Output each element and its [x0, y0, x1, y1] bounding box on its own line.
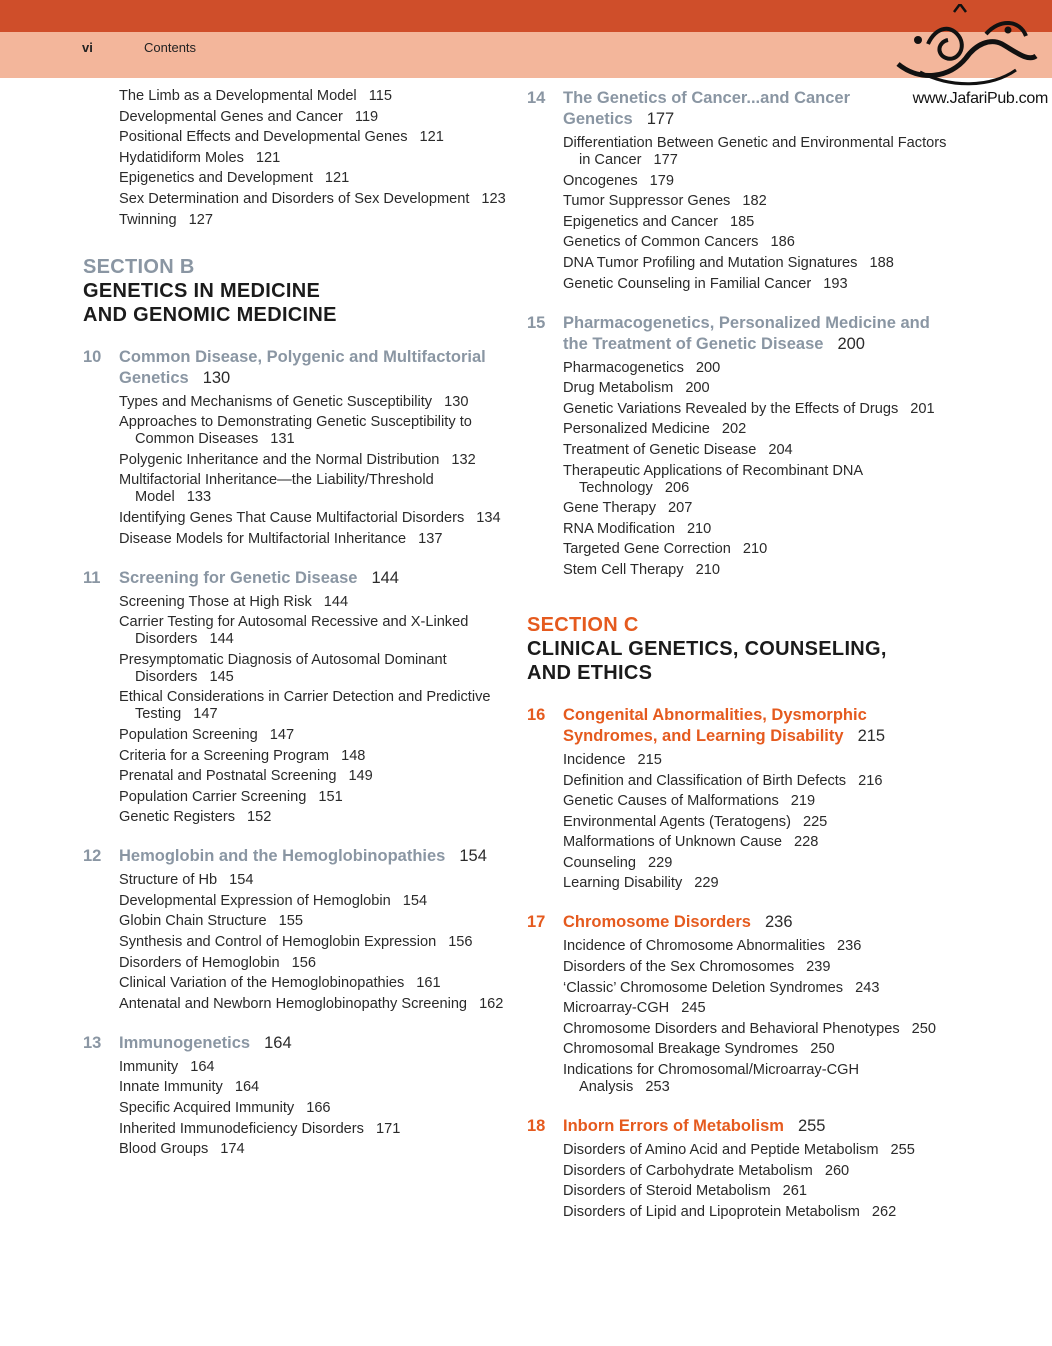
chapter-number: 10 — [83, 347, 102, 366]
toc-entry-page: 144 — [209, 631, 234, 648]
toc-entry[interactable] — [543, 1204, 947, 1221]
right-column — [527, 88, 947, 1224]
chapter-page: 236 — [764, 913, 793, 932]
toc-entry-title: Screening Those at High Risk — [119, 593, 312, 610]
chapter-10 — [83, 347, 513, 548]
toc-entry-page: 188 — [869, 254, 894, 271]
toc-entry-page: 131 — [270, 431, 295, 448]
chapter-title: Pharmacogenetics, Personalized Medicine and the Treatment of Genetic Disease — [563, 313, 930, 353]
chapter-18 — [527, 1116, 947, 1221]
toc-entry-title: Genetic Counseling in Familial Cancer — [563, 275, 812, 292]
toc-entry[interactable] — [543, 814, 947, 831]
toc-entry[interactable] — [543, 773, 947, 790]
toc-entry-page: 145 — [209, 668, 234, 685]
toc-entry-title: Targeted Gene Correction — [563, 541, 731, 558]
toc-entry-title: Malformations of Unknown Cause — [563, 834, 783, 851]
toc-entry-page: 215 — [637, 751, 662, 768]
toc-entry-title: Stem Cell Therapy — [563, 561, 684, 578]
chapter-heading[interactable] — [527, 313, 947, 355]
toc-entry[interactable] — [543, 1021, 947, 1038]
toc-entry-page: 201 — [910, 400, 935, 417]
chapter-title: Hemoglobin and the Hemoglobinopathies — [119, 847, 446, 866]
chapter-heading[interactable] — [527, 1116, 947, 1137]
toc-entry-page: 137 — [418, 530, 443, 547]
toc-entry-title: The Limb as a Developmental Model — [119, 88, 357, 104]
toc-entry-page: 186 — [770, 234, 795, 251]
toc-entry[interactable] — [99, 394, 513, 411]
toc-entry-page: 148 — [341, 747, 366, 764]
toc-entry-page: 243 — [855, 979, 880, 996]
chapter-number: 15 — [527, 313, 546, 332]
toc-entry-title: Disorders of Carbohydrate Metabolism — [563, 1162, 813, 1179]
toc-entry-title: Multifactorial Inheritance—the Liability/Threshold Model — [119, 472, 434, 506]
toc-entry-title: Disease Models for Multifactorial Inheritance — [119, 530, 407, 547]
toc-entry-title: Positional Effects and Developmental Genes — [119, 129, 408, 146]
toc-entry-page: 225 — [802, 813, 828, 830]
toc-entry[interactable] — [99, 510, 513, 527]
chapter-page: 215 — [857, 726, 886, 745]
toc-entry-title: Gene Therapy — [563, 500, 657, 517]
chapter-13 — [83, 1033, 513, 1158]
chapter-number: 17 — [527, 913, 546, 932]
toc-entry[interactable] — [543, 980, 947, 997]
chapter-number: 11 — [83, 568, 101, 587]
chapter-page: 154 — [459, 847, 487, 866]
continued-entries — [83, 88, 513, 229]
chapter-page: 164 — [264, 1033, 292, 1052]
toc-entry-title: Innate Immunity — [119, 1079, 223, 1096]
toc-entry-page: 206 — [664, 479, 690, 496]
toc-entry-page: 229 — [694, 875, 719, 892]
toc-entry-title: Epigenetics and Development — [119, 170, 313, 187]
toc-entry[interactable] — [99, 109, 513, 126]
toc-entry[interactable] — [543, 541, 947, 558]
toc-entry-title: Incidence — [563, 751, 626, 768]
toc-entry-page: 130 — [444, 393, 469, 410]
toc-entry[interactable] — [99, 768, 513, 785]
toc-entry[interactable] — [543, 1062, 947, 1096]
toc-entry[interactable] — [543, 1041, 947, 1058]
toc-entry-title: Population Screening — [119, 726, 258, 743]
chapter-heading[interactable] — [527, 912, 947, 933]
toc-entry[interactable] — [543, 855, 947, 872]
toc-entry-title: Clinical Variation of the Hemoglobinopathies — [119, 975, 405, 992]
toc-entry[interactable] — [543, 173, 947, 190]
toc-entry-title: Disorders of Steroid Metabolism — [563, 1183, 771, 1200]
toc-entry-title: Treatment of Genetic Disease — [563, 441, 757, 458]
chapter-title: Chromosome Disorders — [563, 913, 751, 932]
toc-entry-page: 229 — [648, 854, 673, 871]
toc-entry-title: ‘Classic’ Chromosome Deletion Syndromes — [563, 979, 844, 996]
toc-entry-page: 171 — [375, 1120, 401, 1137]
toc-entry-title: Prenatal and Postnatal Screening — [119, 768, 337, 785]
toc-entry-title: Incidence of Chromosome Abnormalities — [563, 938, 826, 955]
running-head: Contents — [144, 40, 197, 55]
toc-entry-page: 262 — [871, 1203, 897, 1220]
toc-entry-title: Globin Chain Structure — [119, 913, 267, 930]
toc-entry-title: Definition and Classification of Birth Defects — [563, 772, 847, 789]
toc-entry[interactable] — [99, 150, 513, 167]
toc-entry-page: 174 — [220, 1141, 245, 1158]
toc-entry-title: Chromosomal Breakage Syndromes — [563, 1041, 799, 1058]
toc-entry-title: Developmental Expression of Hemoglobin — [119, 892, 391, 909]
toc-entry[interactable] — [99, 913, 513, 930]
toc-entry-page: 147 — [193, 706, 218, 723]
toc-entry[interactable] — [99, 1141, 513, 1158]
toc-entry-page: 155 — [278, 913, 303, 930]
chapter-15 — [527, 313, 947, 579]
toc-entry[interactable] — [99, 452, 513, 469]
chapter-title: The Genetics of Cancer...and Cancer Genetics — [563, 89, 851, 128]
toc-entry-title: Ethical Considerations in Carrier Detection and Predictive Testing — [119, 689, 491, 723]
chapter-11 — [83, 568, 513, 827]
toc-entry[interactable] — [543, 380, 947, 397]
chapter-heading[interactable] — [527, 88, 947, 130]
toc-entry-title: Indications for Chromosomal/Microarray-CGH Analysis — [563, 1062, 860, 1096]
toc-entry[interactable] — [99, 748, 513, 765]
toc-entry-title: Genetic Variations Revealed by the Effects of Drugs — [563, 400, 899, 417]
chapter-heading[interactable] — [83, 1033, 513, 1054]
toc-entry-title: Sex Determination and Disorders of Sex Development — [119, 190, 470, 207]
toc-entry[interactable] — [543, 401, 947, 418]
toc-entry[interactable] — [543, 442, 947, 459]
toc-entry[interactable] — [99, 727, 513, 744]
toc-entry-page: 121 — [255, 149, 281, 166]
toc-entry-page: 202 — [721, 421, 747, 438]
toc-entry-title: Presymptomatic Diagnosis of Autosomal Dominant Disorders — [119, 651, 447, 685]
toc-entry[interactable] — [99, 1121, 513, 1138]
toc-entry-page: 236 — [837, 938, 862, 955]
toc-entry-page: 133 — [186, 489, 212, 506]
toc-entry[interactable] — [543, 360, 947, 377]
toc-entry-title: Oncogenes — [563, 172, 638, 189]
section-b-heading — [83, 255, 513, 327]
section-b-title-line2: AND GENOMIC MEDICINE — [83, 303, 337, 326]
toc-entry[interactable] — [99, 614, 513, 648]
toc-entry-page: 219 — [790, 793, 816, 810]
chapter-number: 13 — [83, 1033, 102, 1052]
toc-entry-title: Therapeutic Applications of Recombinant DNA Technology — [563, 462, 863, 496]
toc-entry-title: Disorders of Lipid and Lipoprotein Metabolism — [563, 1203, 860, 1220]
toc-entry[interactable] — [99, 996, 513, 1013]
toc-entry-title: Blood Groups — [119, 1141, 209, 1158]
toc-entry-page: 156 — [448, 934, 473, 951]
toc-entry[interactable] — [99, 594, 513, 611]
toc-entry[interactable] — [543, 793, 947, 810]
toc-entry-page: 179 — [649, 172, 675, 189]
toc-entry-page: 250 — [810, 1041, 835, 1058]
left-column — [83, 88, 513, 1162]
toc-entry[interactable] — [99, 472, 513, 506]
toc-entry-title: Disorders of Amino Acid and Peptide Metabolism — [563, 1142, 879, 1159]
toc-entry[interactable] — [543, 234, 947, 251]
section-b-label: SECTION B — [83, 255, 195, 278]
toc-entry-page: 185 — [729, 213, 755, 230]
watermark-url: www.JafariPub.com — [912, 90, 1048, 107]
toc-entry[interactable] — [99, 809, 513, 826]
toc-entry[interactable] — [543, 938, 947, 955]
toc-entry-title: Types and Mechanisms of Genetic Susceptibility — [119, 393, 433, 410]
toc-entry[interactable] — [543, 255, 947, 272]
toc-entry-title: Identifying Genes That Cause Multifactorial Disorders — [119, 509, 465, 526]
toc-entry-page: 245 — [681, 1000, 706, 1017]
toc-entry[interactable] — [543, 135, 947, 169]
chapter-number: 14 — [527, 89, 546, 107]
toc-entry-page: 228 — [794, 834, 819, 851]
chapter-page: 177 — [646, 110, 675, 128]
toc-entry[interactable] — [99, 893, 513, 910]
toc-entry-title: Hydatidiform Moles — [119, 149, 244, 166]
chapter-16 — [527, 705, 947, 893]
toc-entry-page: 151 — [318, 788, 343, 805]
chapter-title: Common Disease, Polygenic and Multifactorial Genetics — [119, 347, 486, 387]
toc-entry[interactable] — [543, 1142, 947, 1159]
toc-entry[interactable] — [99, 975, 513, 992]
toc-entry[interactable] — [99, 129, 513, 146]
toc-entry-page: 210 — [695, 561, 720, 578]
toc-entry[interactable] — [543, 875, 947, 892]
toc-entry-title: Genetic Registers — [119, 809, 235, 826]
toc-entry-title: Criteria for a Screening Program — [119, 747, 330, 764]
toc-entry-page: 253 — [645, 1079, 670, 1096]
toc-entry-page: 177 — [653, 152, 678, 168]
chapter-heading[interactable] — [83, 568, 513, 589]
toc-entry-page: 162 — [479, 995, 504, 1012]
toc-entry[interactable] — [99, 88, 513, 105]
toc-entry[interactable] — [99, 652, 513, 686]
chapter-heading[interactable] — [83, 846, 513, 867]
toc-entry[interactable] — [543, 521, 947, 538]
toc-entry-title: Pharmacogenetics — [563, 359, 684, 376]
toc-entry-title: Developmental Genes and Cancer — [119, 108, 343, 125]
toc-entry-title: Approaches to Demonstrating Genetic Susceptibility to Common Diseases — [119, 414, 472, 448]
toc-entry-title: Population Carrier Screening — [119, 788, 307, 805]
toc-entry-page: 127 — [188, 211, 213, 228]
toc-entry-title: Structure of Hb — [119, 872, 218, 889]
toc-entry[interactable] — [543, 500, 947, 517]
toc-entry-title: Synthesis and Control of Hemoglobin Expression — [119, 934, 437, 951]
toc-entry-page: 132 — [451, 451, 476, 468]
toc-entry-page: 154 — [229, 872, 254, 889]
toc-entry[interactable] — [99, 531, 513, 548]
calligraphy-logo-icon — [890, 4, 1040, 88]
toc-entry-page: 149 — [348, 768, 373, 785]
toc-entry-page: 121 — [324, 170, 350, 187]
toc-entry-title: Tumor Suppressor Genes — [563, 193, 731, 210]
chapter-number: 16 — [527, 705, 546, 724]
toc-entry[interactable] — [543, 752, 947, 769]
chapter-12 — [83, 846, 513, 1013]
toc-entry-page: 123 — [481, 190, 506, 207]
toc-entry-page: 121 — [419, 129, 444, 146]
toc-entry-page: 216 — [858, 772, 883, 789]
toc-entry-page: 144 — [323, 593, 349, 610]
chapter-page: 255 — [797, 1117, 826, 1136]
toc-entry-page: 250 — [911, 1020, 936, 1037]
chapter-title: Screening for Genetic Disease — [119, 568, 358, 587]
toc-entry-title: Genetic Causes of Malformations — [563, 793, 779, 810]
toc-entry-title: DNA Tumor Profiling and Mutation Signatures — [563, 254, 858, 271]
toc-entry-page: 207 — [668, 500, 693, 517]
toc-entry[interactable] — [99, 689, 513, 723]
toc-entry-page: 164 — [234, 1079, 260, 1096]
chapter-title: Immunogenetics — [119, 1033, 251, 1052]
toc-entry-page: 204 — [768, 441, 793, 458]
chapter-17 — [527, 912, 947, 1096]
chapter-title: Congenital Abnormalities, Dysmorphic Syndromes, and Learning Disability — [563, 705, 867, 745]
toc-entry[interactable] — [543, 959, 947, 976]
toc-entry-page: 164 — [190, 1058, 215, 1075]
toc-entry-page: 161 — [416, 975, 441, 992]
toc-entry[interactable] — [543, 276, 947, 293]
toc-entry[interactable] — [543, 1000, 947, 1017]
toc-entry-page: 200 — [695, 359, 721, 376]
toc-entry[interactable] — [543, 1183, 947, 1200]
toc-entry[interactable] — [543, 834, 947, 851]
toc-entry-title: Personalized Medicine — [563, 421, 710, 438]
chapter-heading[interactable] — [83, 347, 513, 389]
chapter-page: 130 — [202, 368, 231, 387]
toc-entry-title: Antenatal and Newborn Hemoglobinopathy Screening — [119, 995, 468, 1012]
toc-entry[interactable] — [99, 1100, 513, 1117]
toc-entry[interactable] — [99, 934, 513, 951]
chapter-page: 200 — [837, 334, 865, 353]
chapter-page: 144 — [371, 568, 399, 587]
toc-entry[interactable] — [99, 212, 513, 229]
page-number: vi — [82, 40, 93, 55]
toc-entry-title: Genetics of Common Cancers — [563, 234, 759, 251]
toc-entry-page: 154 — [402, 892, 428, 909]
toc-entry-title: Specific Acquired Immunity — [119, 1100, 295, 1117]
section-c-title-line2: AND ETHICS — [527, 661, 653, 684]
toc-entry-title: Counseling — [563, 854, 637, 871]
toc-entry-title: Drug Metabolism — [563, 380, 674, 397]
toc-entry-page: 255 — [890, 1142, 915, 1159]
toc-entry-page: 115 — [368, 88, 392, 104]
toc-entry-title: Inherited Immunodeficiency Disorders — [119, 1120, 364, 1137]
toc-entry-title: Environmental Agents (Teratogens) — [563, 813, 791, 830]
chapter-heading[interactable] — [527, 705, 947, 747]
chapter-14 — [527, 88, 947, 293]
toc-entry[interactable] — [543, 463, 947, 497]
toc-entry-title: Disorders of Hemoglobin — [119, 954, 280, 971]
toc-entry[interactable] — [543, 421, 947, 438]
section-c-title-line1: CLINICAL GENETICS, COUNSELING, — [527, 637, 887, 660]
toc-entry[interactable] — [99, 1079, 513, 1096]
toc-entry[interactable] — [99, 789, 513, 806]
toc-entry[interactable] — [99, 1059, 513, 1076]
chapter-number: 12 — [83, 847, 102, 866]
toc-entry-title: Epigenetics and Cancer — [563, 213, 718, 230]
chapter-number: 18 — [527, 1117, 546, 1136]
toc-entry-page: 239 — [806, 959, 831, 976]
chapter-title: Inborn Errors of Metabolism — [563, 1117, 784, 1136]
toc-entry-page: 152 — [247, 809, 272, 826]
toc-entry-page: 200 — [685, 380, 710, 397]
toc-entry-page: 210 — [742, 541, 768, 558]
toc-entry-title: Immunity — [119, 1058, 179, 1075]
toc-entry[interactable] — [543, 1163, 947, 1180]
toc-entry-page: 210 — [686, 520, 712, 537]
toc-entry-page: 261 — [782, 1183, 807, 1200]
section-c-heading — [527, 613, 947, 685]
toc-entry[interactable] — [99, 414, 513, 448]
toc-entry[interactable] — [99, 872, 513, 889]
toc-entry-page: 260 — [824, 1162, 850, 1179]
toc-entry[interactable] — [99, 170, 513, 187]
toc-entry-title: Carrier Testing for Autosomal Recessive and X-Linked Disorders — [119, 614, 469, 648]
toc-entry[interactable] — [99, 191, 513, 208]
section-b-title-line1: GENETICS IN MEDICINE — [83, 279, 321, 302]
toc-entry-title: Learning Disability — [563, 875, 683, 892]
toc-entry[interactable] — [543, 193, 947, 210]
toc-entry[interactable] — [543, 214, 947, 231]
toc-entry-page: 134 — [476, 509, 501, 526]
toc-entry-title: Disorders of the Sex Chromosomes — [563, 959, 795, 976]
toc-entry-page: 147 — [269, 726, 295, 743]
toc-entry-title: Differentiation Between Genetic and Environmental Factors in Cancer — [563, 135, 947, 168]
toc-entry-page: 156 — [291, 954, 316, 971]
toc-entry-title: RNA Modification — [563, 520, 675, 537]
toc-entry-title: Polygenic Inheritance and the Normal Distribution — [119, 451, 440, 468]
toc-entry-title: Chromosome Disorders and Behavioral Phenotypes — [563, 1020, 900, 1037]
toc-entry-page: 166 — [306, 1100, 331, 1117]
toc-entry-page: 182 — [742, 193, 767, 210]
toc-entry-page: 193 — [823, 275, 848, 292]
toc-entry[interactable] — [99, 955, 513, 972]
toc-entry[interactable] — [543, 562, 947, 579]
toc-entry-page: 119 — [354, 108, 379, 125]
toc-entry-title: Twinning — [119, 211, 177, 228]
section-c-label: SECTION C — [527, 613, 639, 636]
toc-entry-title: Microarray-CGH — [563, 1000, 670, 1017]
